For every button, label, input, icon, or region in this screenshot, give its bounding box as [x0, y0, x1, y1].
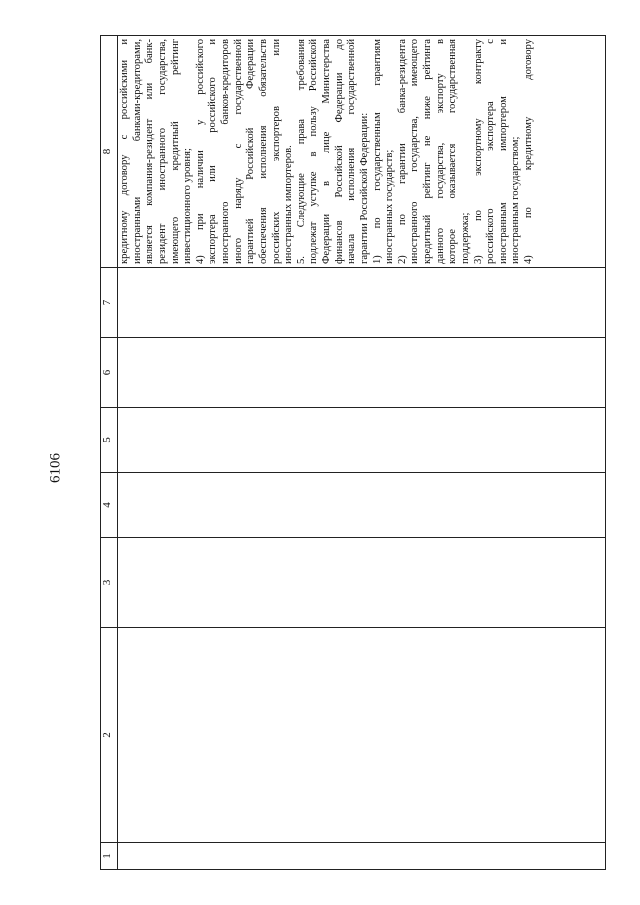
- cell-col-5: [118, 408, 606, 473]
- column-8-line: иностранных государств;: [384, 149, 396, 264]
- column-8-line: подлежат уступке в пользу Российской: [308, 39, 320, 264]
- table-body-row: [118, 36, 606, 870]
- column-8-line: инвестиционного уровня;: [182, 148, 194, 264]
- column-8-line: 2) по гарантии банка-резидента: [396, 39, 408, 264]
- column-8-line: иного наряду с государственной: [232, 39, 244, 264]
- column-8-line: 5. Следующие права требования: [295, 39, 307, 264]
- column-8-line: иностранных импортеров.: [283, 145, 295, 264]
- page-number: 6106: [47, 453, 64, 483]
- column-8-line: 1) по государственным гарантиям: [371, 39, 383, 264]
- column-8-line: гарантией Российской Федерации: [245, 39, 257, 264]
- column-8-line: Федерации в лице Министерства: [321, 39, 332, 264]
- column-header-5: 5: [101, 408, 118, 473]
- cell-col-6: [118, 338, 606, 408]
- column-8-line: иностранного банков-кредиторов: [220, 39, 231, 264]
- column-8-text: [118, 36, 536, 267]
- column-8-line: иностранными банками-кредиторами,: [131, 39, 143, 264]
- cell-col-3: [118, 538, 606, 628]
- column-8-line: 4) при наличии у российского: [194, 39, 206, 264]
- column-8-line: кредитному договору с российскими и: [119, 39, 130, 264]
- column-8-line: экспортера или российского и: [207, 39, 219, 264]
- column-8-line: финансов Российской Федерации до: [333, 39, 345, 264]
- column-8-line: является компания-резидент или банк-: [144, 39, 156, 264]
- column-header-8: 8: [101, 36, 118, 268]
- rotated-table-wrapper: [100, 36, 606, 870]
- column-header-1: 1: [101, 843, 118, 870]
- column-8-line: гарантии Российской Федерации:: [358, 112, 370, 264]
- column-8-line: поддержка;: [459, 212, 471, 264]
- column-8-line: данного государства, экспорту в: [434, 39, 446, 264]
- column-header-7: 7: [101, 268, 118, 338]
- column-header-4: 4: [101, 473, 118, 538]
- column-header-6: 6: [101, 338, 118, 408]
- column-header-3: 3: [101, 538, 118, 628]
- cell-col-1: [118, 843, 606, 870]
- cell-col-7: [118, 268, 606, 338]
- cell-col-8: [118, 36, 606, 268]
- column-header-2: 2: [101, 628, 118, 843]
- column-8-line: резидент иностранного государства,: [156, 39, 168, 264]
- column-8-line: иностранным государством;: [510, 136, 522, 264]
- column-8-line: российского экспортера с: [485, 39, 497, 264]
- column-8-line: имеющего кредитный рейтинг: [169, 39, 181, 264]
- column-8-line: иностранным импортером и: [497, 39, 509, 264]
- cell-col-2: [118, 628, 606, 843]
- column-8-line: начала исполнения государственной: [346, 39, 358, 264]
- column-8-line: 3) по экспортному контракту: [472, 39, 484, 264]
- column-8-line: кредитный рейтинг не ниже рейтинга: [422, 39, 433, 264]
- column-8-line: иностранного государства, имеющего: [409, 39, 421, 264]
- legal-table: [100, 35, 606, 870]
- table-header-row: [101, 36, 118, 870]
- column-8-line: которое оказывается государственная: [447, 39, 459, 264]
- column-8-line: российских экспортеров или: [270, 39, 282, 264]
- cell-col-4: [118, 473, 606, 538]
- column-8-line: 4) по кредитному договору: [523, 39, 534, 264]
- column-8-line: обеспечения исполнения обязательств: [257, 39, 269, 264]
